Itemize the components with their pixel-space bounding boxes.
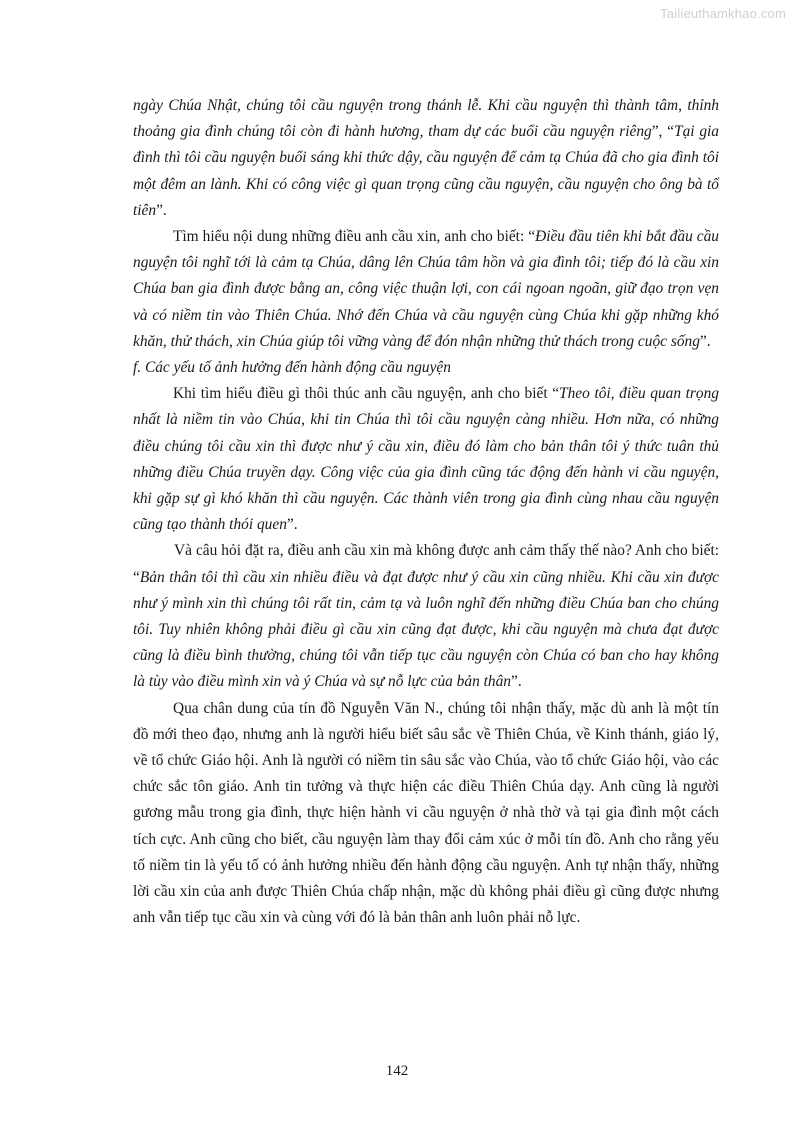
paragraph-prayer-content xyxy=(133,224,719,355)
section-heading xyxy=(133,355,719,381)
section-heading-text: f. Các yếu tố ảnh hưởng đến hành động cầu nguyện xyxy=(133,359,451,377)
quote-mark: ”, “ xyxy=(651,123,675,141)
quote-text: ngày Chúa Nhật, chúng tôi cầu nguyện trong thánh lễ. Khi cầu nguyện thì thành tâm, thỉnh thoảng gia đình chúng tôi còn đi hành hương, tham dự các buổi cầu nguyện riêng xyxy=(133,97,719,141)
page-body xyxy=(133,93,719,932)
paragraph-unanswered-prayer xyxy=(133,538,719,695)
watermark: Tailieuthamkhao.com xyxy=(660,6,786,21)
quote-mark: ”. xyxy=(510,673,522,691)
quote-mark: ”. xyxy=(156,201,167,219)
page-number: 142 xyxy=(385,1063,409,1079)
paragraph-quote-prayer-habits xyxy=(133,93,719,224)
paragraph-conclusion: Qua chân dung của tín đồ Nguyễn Văn N., chúng tôi nhận thấy, mặc dù anh là một tín đồ mới theo đạo, nhưng anh là người hiểu biết sâu sắc về Thiên Chúa, về Kinh thánh, giáo lý, về tổ chức Giáo hội. Anh là người có niềm tin sâu sắc vào Chúa, vào tổ chức Giáo hội, vào các chức sắc tôn giáo. Anh tin tưởng và thực hiện các điều Thiên Chúa dạy. Anh cũng là người gương mẫu trong gia đình, thực hiện hành vi cầu nguyện ở nhà thờ và tại gia đình một cách tích cực. Anh cũng cho biết, cầu nguyện làm thay đổi cảm xúc ở mỗi tín đồ. Anh cho rằng yếu tố niềm tin là yếu tố có ảnh hưởng nhiều đến hành động cầu nguyện. Anh tự nhận thấy, những lời cầu xin của anh được Thiên Chúa chấp nhận, mặc dù không phải điều gì cũng được nhưng anh vẫn tiếp tục cầu xin và cùng với đó là bản thân anh luôn phải nỗ lực. xyxy=(133,699,719,927)
quote-text: Tại gia đình thì tôi cầu nguyện buổi sáng khi thức dậy, cầu nguyện để cảm tạ Chúa đã cho gia đình tôi một đêm an lành. Khi có công việc gì quan trọng cũng cầu nguyện, cầu nguyện cho ông bà tổ tiên xyxy=(133,123,720,219)
body-text: Và câu hỏi đặt ra, điều anh cầu xin mà không được anh cảm thấy thế nào? Anh cho biết: “ xyxy=(133,542,719,586)
body-text: Tìm hiểu nội dung những điều anh cầu xin, anh cho biết: “ xyxy=(173,228,536,246)
quote-mark: ”. xyxy=(286,516,298,534)
quote-text: Bản thân tôi thì cầu xin nhiều điều và đạt được như ý cầu xin cũng nhiều. Khi cầu xin được như ý mình xin thì chúng tôi rất tin, cảm tạ và luôn nghĩ đến những điều Chúa ban cho chúng tôi. Tuy nhiên không phải điều gì cầu xin cũng đạt được, khi cầu nguyện mà chưa đạt được cũng là điều bình thường, chúng tôi vẫn tiếp tục cầu nguyện còn Chúa có ban cho hay không là tùy vào điều mình xin và ý Chúa và sự nỗ lực của bản thân xyxy=(133,568,719,691)
paragraph-prayer-motivation xyxy=(133,381,719,538)
body-text: Khi tìm hiểu điều gì thôi thúc anh cầu nguyện, anh cho biết “ xyxy=(173,385,560,403)
quote-mark: ”. xyxy=(699,332,711,350)
quote-text: Điều đầu tiên khi bắt đầu cầu nguyện tôi nghĩ tới là cảm tạ Chúa, dâng lên Chúa tâm hồn và gia đình tôi; tiếp đó là cầu xin Chúa ban gia đình được bằng an, công việc thuận lợi, con cái ngoan ngoãn, giữ đạo trọn vẹn và có niềm tin vào Thiên Chúa. Nhớ đến Chúa và cầu nguyện cùng Chúa khi gặp những khó khăn, thử thách, xin Chúa giúp tôi vững vàng để đón nhận những thử thách trong cuộc sống xyxy=(133,228,720,350)
quote-text: Theo tôi, điều quan trọng nhất là niềm tin vào Chúa, khi tin Chúa thì tôi cầu nguyện càng nhiều. Hơn nữa, có những điều chúng tôi cầu xin thì được như ý cầu xin, điều đó làm cho bản thân tôi ý thức tuân thủ những điều Chúa truyền dạy. Công việc của gia đình cũng tác động đến hành vi cầu nguyện, khi gặp sự gì khó khăn thì cầu nguyện. Các thành viên trong gia đình cùng nhau cầu nguyện cũng tạo thành thói quen xyxy=(133,385,719,534)
